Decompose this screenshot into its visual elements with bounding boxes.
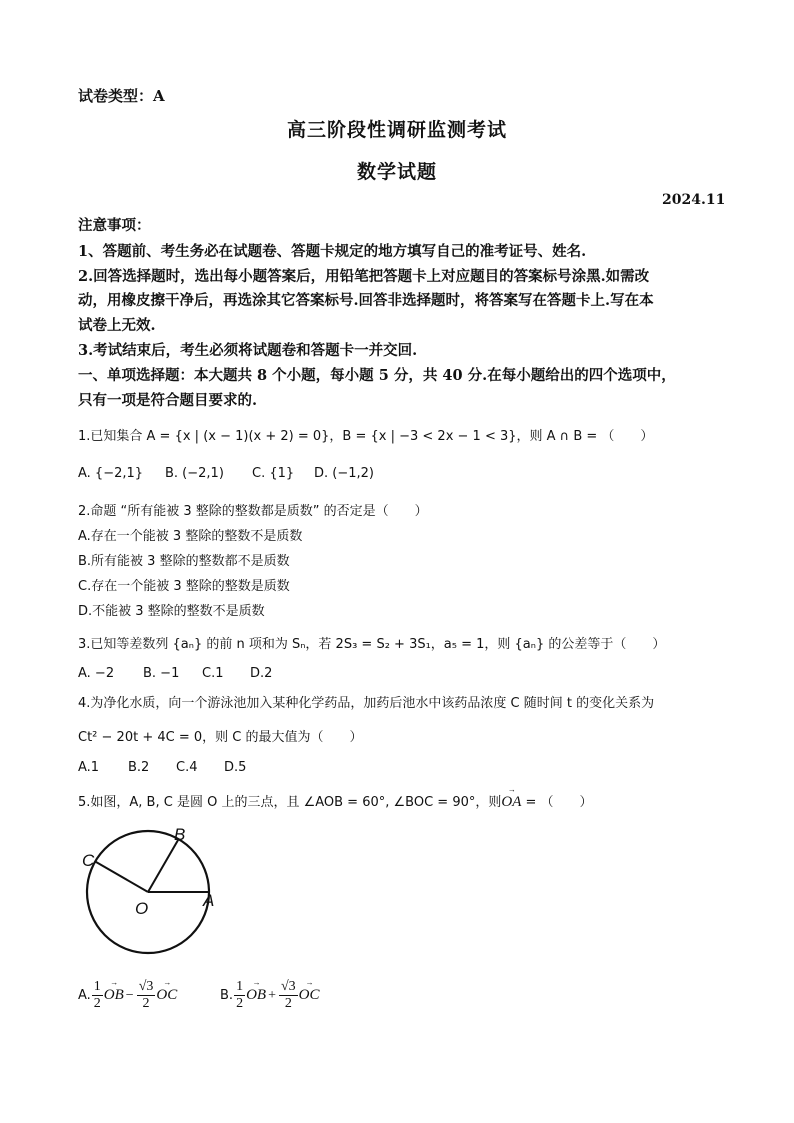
- vector-oc: → OC: [298, 978, 320, 1003]
- segment-ob: [148, 839, 179, 892]
- q1-option-a: A. {−2,1}: [78, 466, 144, 481]
- section1-heading-line2: 只有一项是符合题目要求的.: [78, 392, 258, 409]
- notice-item-2-line2: 动，用橡皮擦干净后，再选涂其它答案标号.回答非选择题时，将答案写在答题卡上.写在本: [78, 292, 654, 309]
- segment-oc: [95, 862, 148, 893]
- q2-option-a: A.存在一个能被 3 整除的整数不是质数: [78, 529, 303, 544]
- q3-stem: 3.已知等差数列 {aₙ} 的前 n 项和为 Sₙ，若 2S₃ = S₂ + 3S₁，a₅ = 1，则 {aₙ} 的公差等于（ ）: [78, 637, 666, 652]
- q4-stem-line1: 4.为净化水质，向一个游泳池加入某种化学药品，加药后池水中该药品浓度 C 随时间 t 的变化关系为: [78, 696, 655, 711]
- q2-option-c: C.存在一个能被 3 整除的整数是质数: [78, 579, 290, 594]
- q3-option-d: D.2: [250, 666, 273, 681]
- frac-sqrt3-2: $\frac{√3}{2}$: [280, 979, 296, 1011]
- label-c: C: [82, 851, 95, 870]
- q5-stem-post: = （ ）: [521, 795, 593, 810]
- q2-option-b: B.所有能被 3 整除的整数都不是质数: [78, 554, 290, 569]
- q5-vector-oa: → OA: [501, 785, 522, 810]
- q4-option-a: A.1: [78, 760, 100, 775]
- notice-item-2-line3: 试卷上无效.: [78, 317, 156, 334]
- q4-option-b: B.2: [128, 760, 150, 775]
- notice-item-3: 3.考试结束后，考生必须将试题卷和答题卡一并交回.: [78, 342, 418, 359]
- frac-1-2: $\frac{1}{2}$: [236, 979, 244, 1011]
- q5-option-a: A. $\frac{1}{2}$ → OB − $\frac{√3}{2}$ → OC: [78, 978, 178, 1011]
- q2-option-d: D.不能被 3 整除的整数不是质数: [78, 604, 265, 619]
- q1-stem: 1.已知集合 A = {x | (x − 1)(x + 2) = 0}，B = {x | −3 < 2x − 1 < 3}，则 A ∩ B = （ ）: [78, 429, 654, 444]
- label-o: O: [135, 899, 149, 918]
- exam-title: 高三阶段性调研监测考试: [286, 119, 507, 141]
- q3-option-a: A. −2: [78, 666, 115, 681]
- frac-1-2: $\frac{1}{2}$: [93, 979, 101, 1011]
- frac-sqrt3-2: $\frac{√3}{2}$: [138, 979, 154, 1011]
- notice-heading: 注意事项：: [78, 217, 151, 234]
- paper-type-label: 试卷类型：A: [78, 87, 165, 105]
- q1-option-b: B. (−2,1): [165, 466, 224, 481]
- label-b: B: [174, 825, 186, 844]
- vector-ob: → OB: [103, 978, 124, 1003]
- vector-ob: → OB: [246, 978, 267, 1003]
- vector-oc: → OC: [156, 978, 178, 1003]
- q3-option-c: C.1: [202, 666, 224, 681]
- q4-option-c: C.4: [176, 760, 198, 775]
- q5-stem: [78, 785, 593, 811]
- exam-date: 2024.11: [662, 192, 726, 208]
- notice-item-1: 1、答题前、考生务必在试题卷、答题卡规定的地方填写自己的准考证号、姓名.: [78, 243, 587, 260]
- q1-option-c: C. {1}: [252, 466, 295, 481]
- q4-option-d: D.5: [224, 760, 247, 775]
- q3-option-b: B. −1: [143, 666, 180, 681]
- label-a: A: [203, 891, 215, 910]
- q5-circle-figure: [78, 822, 228, 957]
- q4-stem-line2: Ct² − 20t + 4C = 0，则 C 的最大值为（ ）: [78, 730, 363, 745]
- q5-option-b: B. $\frac{1}{2}$ → OB + $\frac{√3}{2}$ → OC: [220, 978, 320, 1011]
- q2-stem: 2.命题 “所有能被 3 整除的整数都是质数” 的否定是（ ）: [78, 504, 428, 519]
- q5-stem-pre: 5.如图，A, B, C 是圆 O 上的三点，且 ∠AOB = 60°, ∠BOC = 90°，则: [78, 795, 502, 810]
- section1-heading-line1: 一、单项选择题：本大题共 8 个小题，每小题 5 分，共 40 分.在每小题给出的四个选项中，: [78, 367, 676, 384]
- exam-subtitle: 数学试题: [356, 161, 437, 183]
- q1-option-d: D. (−1,2): [314, 466, 374, 481]
- notice-item-2-line1: 2.回答选择题时，选出每小题答案后，用铅笔把答题卡上对应题目的答案标号涂黑.如需改: [78, 268, 650, 285]
